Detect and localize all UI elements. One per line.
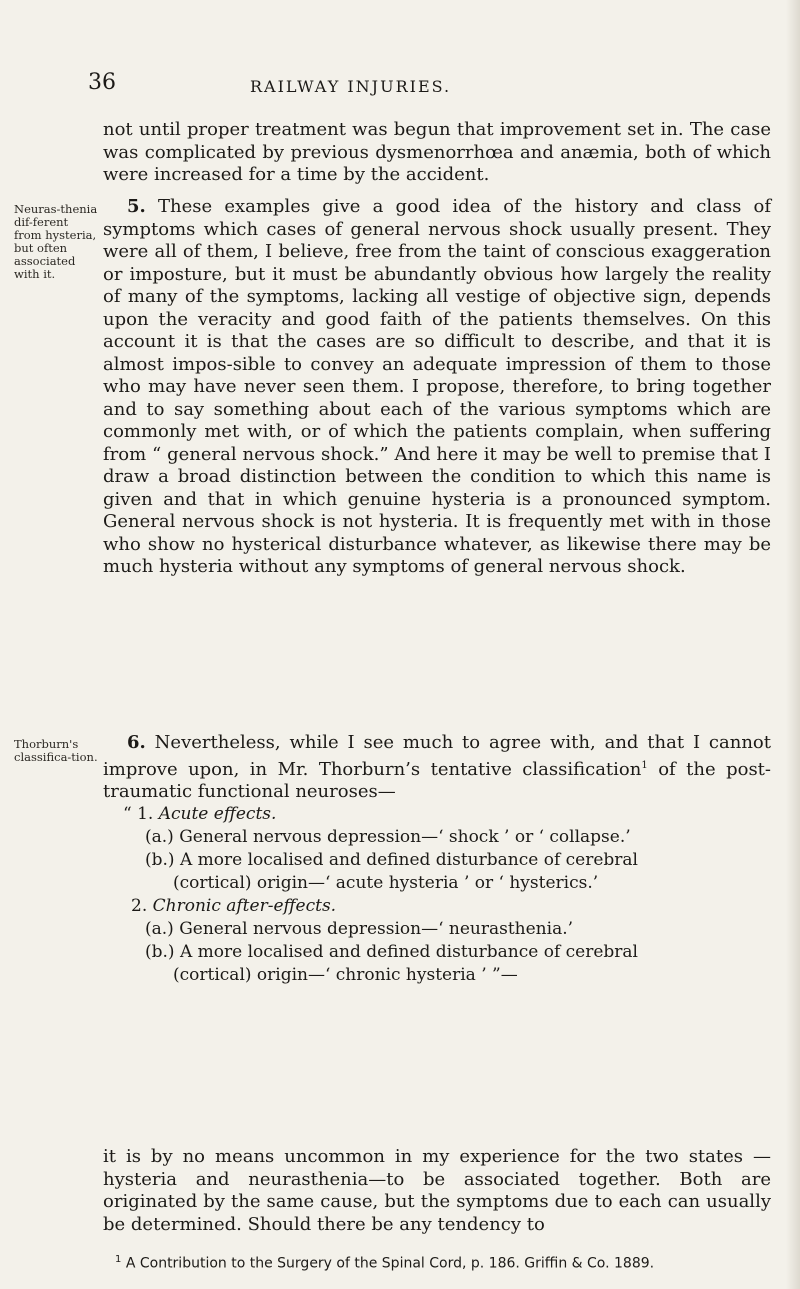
page-edge-shadow bbox=[786, 0, 800, 1289]
footnote-reference: 1 bbox=[641, 759, 648, 771]
classification-item-2: 2. Chronic after-effects. bbox=[131, 896, 337, 916]
classification-subitem: (b.) A more localised and defined disturbance of cerebral bbox=[145, 850, 638, 870]
footnote-text: A Contribution to the Surgery of the Spinal Cord, p. 186. Griffin & Co. 1889. bbox=[121, 1255, 655, 1272]
margin-note-classification: Thorburn's classifica-tion. bbox=[14, 737, 98, 764]
classification-subitem-cont: (cortical) origin—‘ acute hysteria ’ or ‘ hysterics.’ bbox=[173, 873, 599, 893]
classification-item-1: “ 1. Acute effects. bbox=[123, 804, 277, 824]
running-head: RAILWAY INJURIES. bbox=[250, 77, 452, 96]
paragraph-number: 5. bbox=[127, 196, 146, 217]
classification-subitem: (b.) A more localised and defined disturbance of cerebral bbox=[145, 942, 638, 962]
paragraph-continuation: not until proper treatment was begun that improvement set in. The case was complicated by previous dysmenorrhœa and anæmia, both of which were increased for a time by the accident. bbox=[103, 119, 771, 185]
paragraph-conclusion: it is by no means uncommon in my experience for the two states —hysteria and neurasthenia—to be associated together. Both are originated by the same cause, but the symptoms due to each can usually be determined. Should there be any tendency to bbox=[103, 1146, 771, 1235]
page-header bbox=[0, 70, 800, 102]
page-number: 36 bbox=[88, 70, 116, 95]
paragraph-text: These examples give a good idea of the history and class of symptoms which cases of general nervous shock usually present. They were all of them, I believe, free from the taint of conscious exaggeration or imposture, but it must be abundantly obvious how largely the reality of many of the symptoms, lacking all vestige of objective sign, depends upon the veracity and good faith of the patients themselves. On this account it is that the cases are so difficult to describe, and that it is almost impos-sible to convey an adequate impression of them to those who may have never seen them. I propose, therefore, to bring together and to say something about each of the various symptoms which are commonly met with, or of which the patients complain, when suffering from “ general nervous shock.” And here it may be well to premise that I draw a broad distinction between the condition to which this name is given and that in which genuine hysteria is a pronounced symptom. General nervous shock is not hysteria. It is frequently met with in those who show no hysterical disturbance whatever, as likewise there may be much hysteria without any symptoms of general nervous shock. bbox=[103, 196, 771, 577]
paragraph-5 bbox=[103, 196, 771, 579]
margin-note-neurasthenia: Neuras-thenia dif-ferent from hysteria, but often associated with it. bbox=[14, 202, 98, 281]
classification-subitem-cont: (cortical) origin—‘ chronic hysteria ’ ”— bbox=[173, 965, 518, 985]
classification-subitem: (a.) General nervous depression—‘ neurasthenia.’ bbox=[145, 919, 574, 939]
paragraph-number: 6. bbox=[127, 732, 146, 753]
footnote bbox=[115, 1254, 775, 1272]
paragraph-6 bbox=[103, 732, 771, 804]
classification-heading: Acute effects. bbox=[158, 804, 277, 824]
classification-subitem: (a.) General nervous depression—‘ shock ’ or ‘ collapse.’ bbox=[145, 827, 631, 847]
footnote-marker: 1 bbox=[115, 1254, 122, 1265]
classification-heading: Chronic after-effects. bbox=[152, 896, 337, 916]
classification-list bbox=[123, 803, 773, 987]
paragraph-text: Nevertheless, while I see much to agree with, and that I cannot improve upon, in Mr. Thorburn’s tentative classification bbox=[103, 732, 771, 780]
paragraph-text-cont: of the post-traumatic functional neuroses— bbox=[103, 758, 771, 802]
